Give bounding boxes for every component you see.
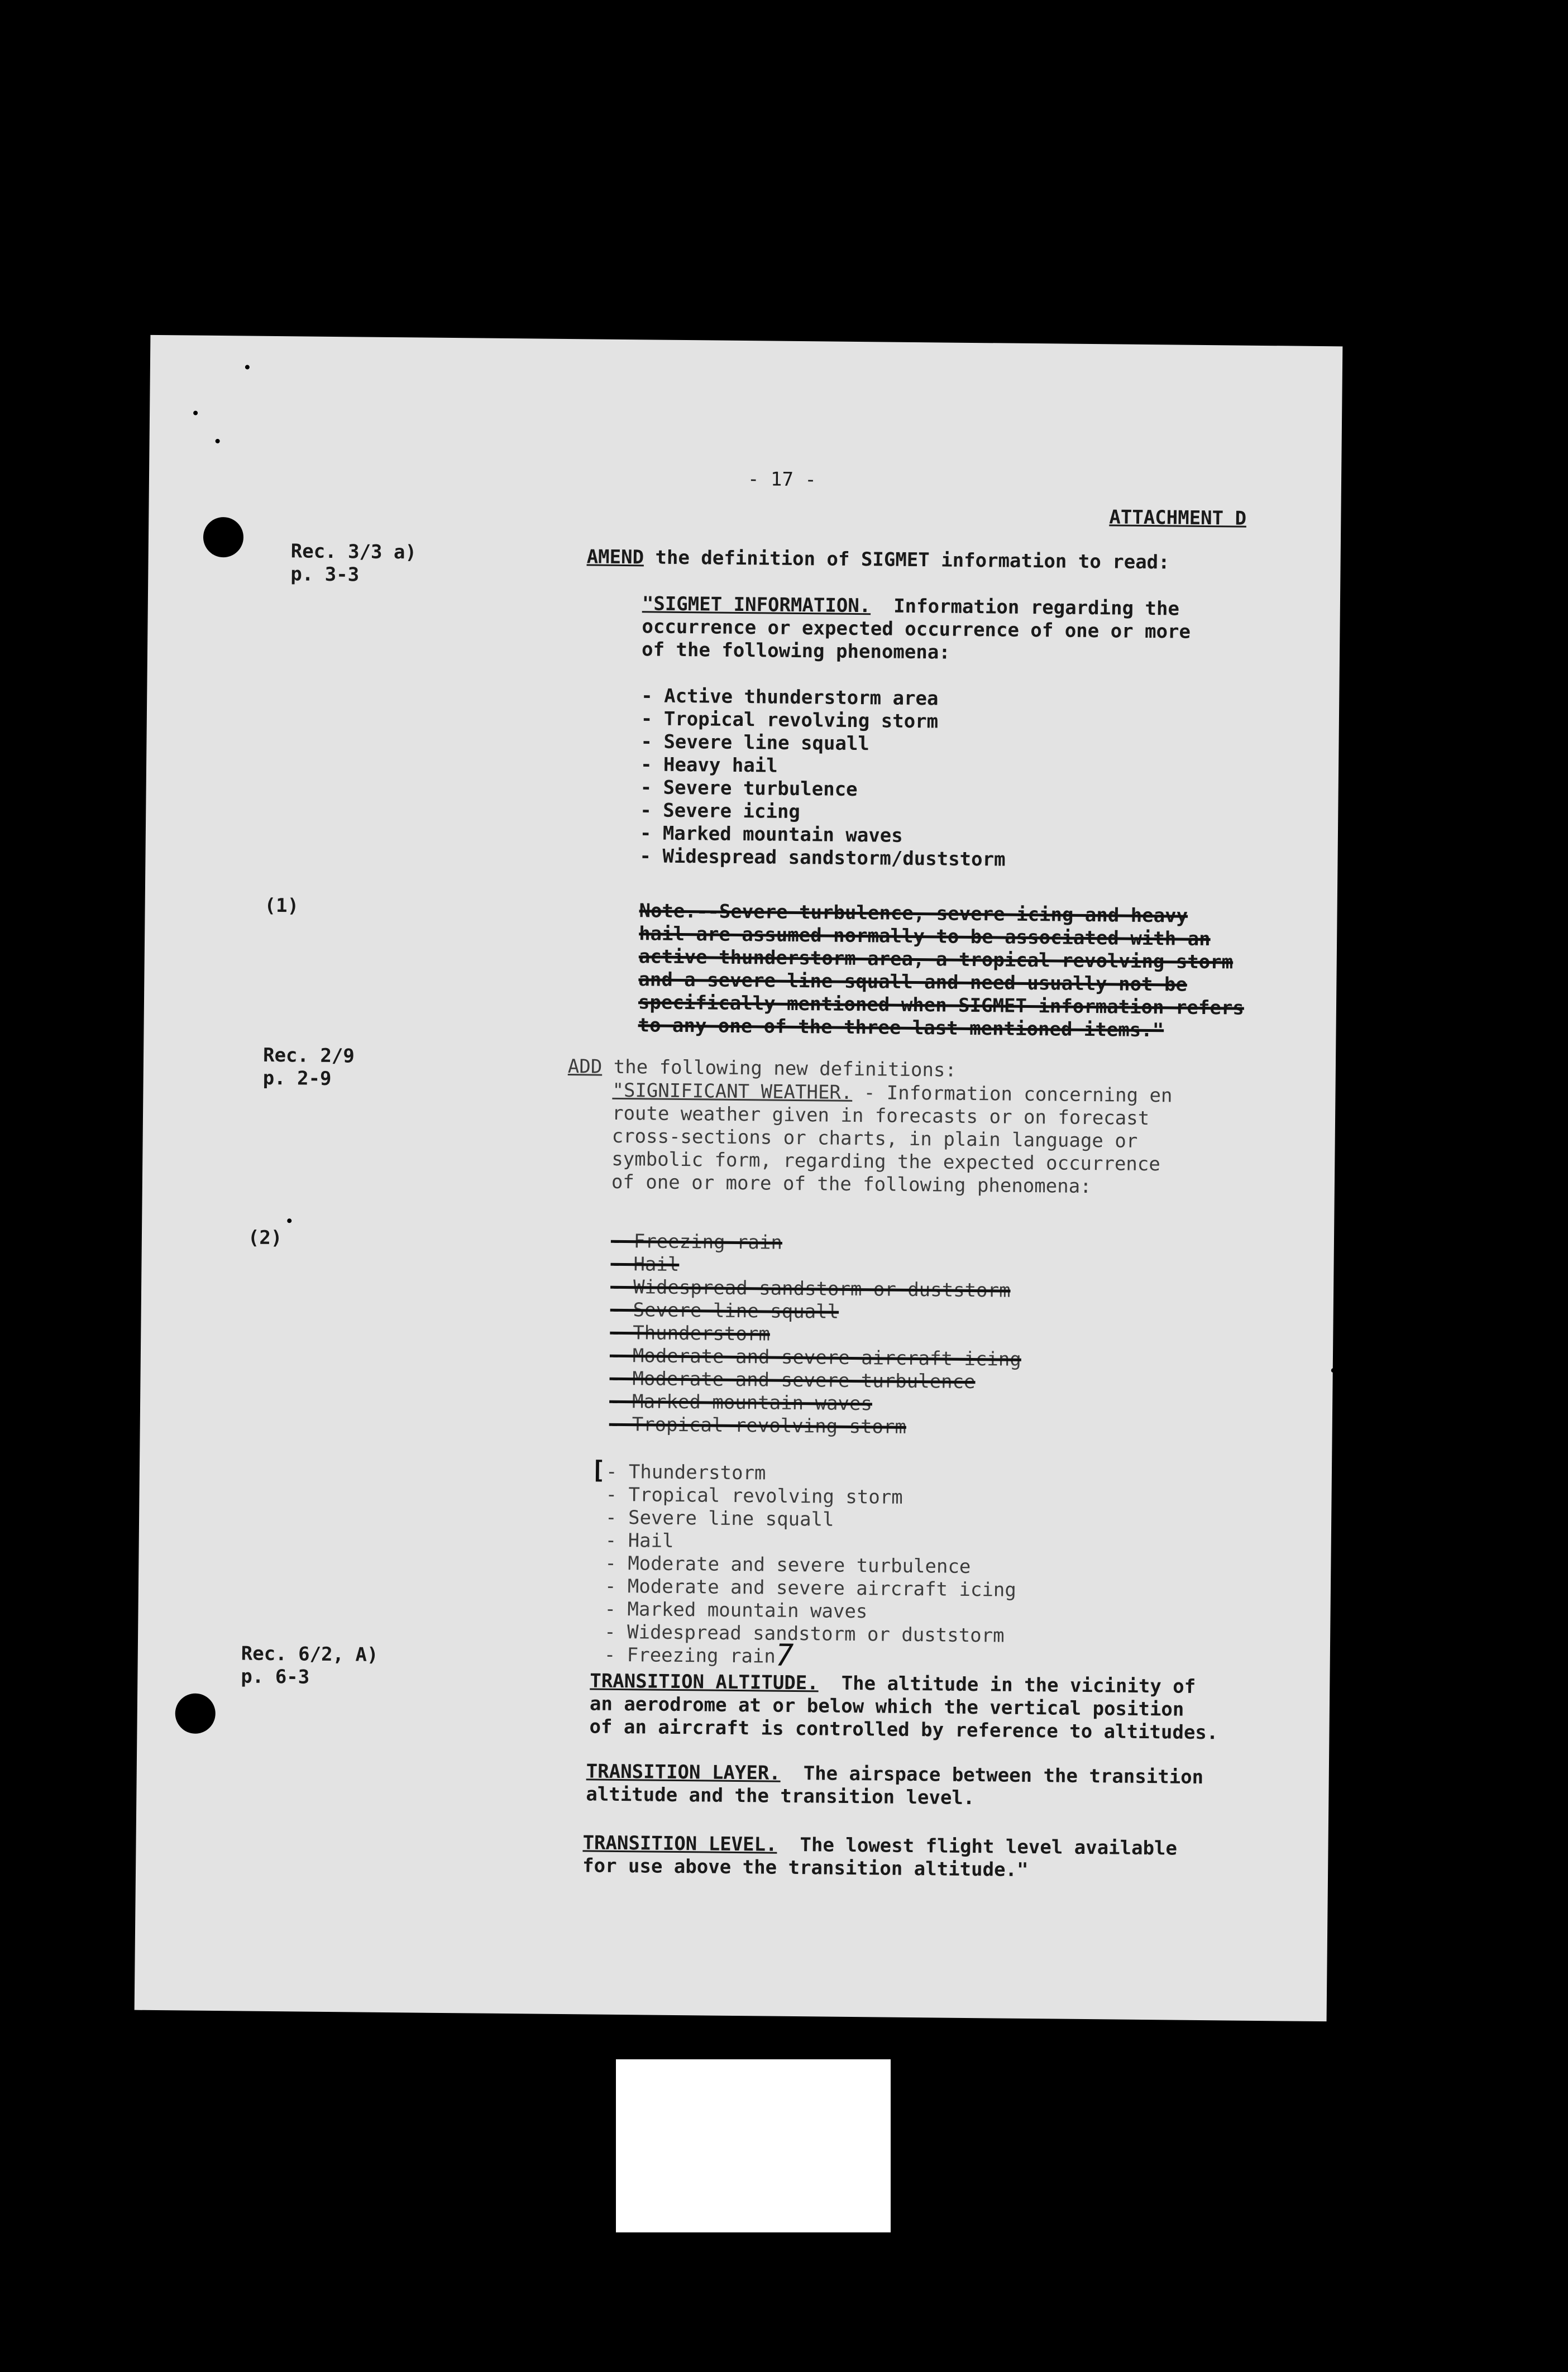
struck-item: - Freezing rain <box>610 1230 783 1254</box>
transition-altitude-text-2: an aerodrome at or below which the vertical position <box>589 1692 1184 1721</box>
sigmet-text-2: occurrence or expected occurrence of one or more <box>642 615 1191 643</box>
sigmet-item: - Active thunderstorm area <box>641 685 939 710</box>
transition-layer-text-1: The airspace between the transition <box>780 1762 1204 1789</box>
sigmet-item: - Marked mountain waves <box>639 822 903 847</box>
struck-note-line: and a severe line squall and need usually not be <box>638 968 1188 996</box>
open-bracket-mark: [ <box>590 1456 606 1485</box>
sigmet-item: - Heavy hail <box>640 753 778 777</box>
attachment-label: ATTACHMENT D <box>1109 506 1247 530</box>
struck-note-line: hail are assumed normally to be associated with an <box>639 922 1211 951</box>
sigmet-text-3: of the following phenomena: <box>641 638 950 664</box>
sigmet-item: - Severe line squall <box>640 730 870 755</box>
margin-rec-1-line1: Rec. 3/3 a) <box>290 540 417 564</box>
margin-rec-3-line2: p. 6-3 <box>241 1665 310 1689</box>
add-paragraph <box>568 1055 957 1082</box>
struck-note-line: specifically mentioned when SIGMET information refers <box>638 991 1245 1020</box>
speck <box>1331 1368 1336 1372</box>
speck <box>193 411 198 415</box>
margin-rec-2-line2: p. 2-9 <box>262 1067 332 1090</box>
sigwx-text-2: route weather given in forecasts or on forecast <box>611 1102 1150 1130</box>
sigmet-item: - Widespread sandstorm/duststorm <box>639 845 1006 871</box>
transition-level-text-2: for use above the transition altitude." <box>582 1854 1029 1882</box>
margin-note-2: (2) <box>247 1226 283 1250</box>
sigwx-text-3: cross-sections or charts, in plain language or <box>611 1125 1138 1152</box>
close-bracket-mark: 7 <box>775 1637 794 1673</box>
struck-item: - Thunderstorm <box>610 1321 771 1346</box>
struck-item: - Hail <box>610 1252 680 1276</box>
punch-hole-bottom <box>175 1693 216 1734</box>
transition-level-text-1: The lowest flight level available <box>777 1833 1178 1860</box>
new-item: - Hail <box>605 1529 674 1552</box>
document-page <box>135 335 1343 2021</box>
new-item: - Freezing rain <box>604 1643 776 1668</box>
margin-rec-1-line2: p. 3-3 <box>290 563 360 586</box>
amend-paragraph <box>586 546 1169 574</box>
transition-altitude-title: TRANSITION ALTITUDE. <box>590 1670 819 1695</box>
struck-note-line: Note.--Severe turbulence, severe icing and heavy <box>639 900 1188 927</box>
transition-layer-text-2: altitude and the transition level. <box>586 1783 975 1810</box>
new-item: - Moderate and severe aircraft icing <box>604 1575 1017 1601</box>
margin-note-1: (1) <box>264 894 299 917</box>
amend-keyword: AMEND <box>586 546 644 569</box>
struck-item: - Widespread sandstorm or duststorm <box>610 1275 1011 1302</box>
add-text: the following new definitions: <box>602 1055 957 1082</box>
speck <box>287 1218 291 1223</box>
transition-altitude-text-1: The altitude in the vicinity of <box>818 1672 1196 1698</box>
speck <box>245 365 250 369</box>
new-item: - Moderate and severe turbulence <box>605 1552 971 1579</box>
margin-rec-2-line1: Rec. 2/9 <box>262 1044 355 1068</box>
struck-item: - Marked mountain waves <box>609 1390 873 1415</box>
new-item: - Thunderstorm <box>605 1460 766 1485</box>
punch-hole-top <box>203 517 244 558</box>
sigmet-item: - Severe turbulence <box>640 776 858 801</box>
sigwx-text-1: - Information concerning en <box>852 1081 1173 1107</box>
new-item: - Tropical revolving storm <box>605 1483 903 1509</box>
new-item: - Widespread sandstorm or duststorm <box>604 1620 1005 1647</box>
struck-item: - Tropical revolving storm <box>609 1413 907 1438</box>
blank-scan-label <box>616 2059 891 2232</box>
transition-level-title: TRANSITION LEVEL. <box>582 1831 777 1856</box>
sigmet-title: "SIGMET INFORMATION. <box>642 592 871 618</box>
sigwx-text-5: of one or more of the following phenomena: <box>611 1170 1092 1198</box>
new-item: - Marked mountain waves <box>604 1598 868 1623</box>
add-keyword: ADD <box>567 1055 603 1078</box>
struck-note-line: active thunderstorm area, a tropical revolving storm <box>638 945 1234 974</box>
struck-item: - Moderate and severe turbulence <box>609 1367 976 1394</box>
struck-item: - Severe line squall <box>610 1298 839 1323</box>
page-number: - 17 - <box>747 468 817 491</box>
sigmet-item: - Tropical revolving storm <box>640 707 939 733</box>
transition-layer-title: TRANSITION LAYER. <box>586 1760 781 1785</box>
new-item: - Severe line squall <box>605 1506 834 1531</box>
margin-rec-3-line1: Rec. 6/2, A) <box>241 1642 379 1666</box>
sigmet-text-1: Information regarding the <box>871 595 1180 620</box>
struck-note-line: to any one of the three last mentioned items." <box>638 1014 1164 1042</box>
transition-altitude-text-3: of an aircraft is controlled by reference to altitudes. <box>589 1715 1218 1744</box>
amend-text: the definition of SIGMET information to read: <box>643 546 1170 574</box>
sigmet-item: - Severe icing <box>640 799 801 824</box>
struck-item: - Moderate and severe aircraft icing <box>609 1344 1022 1371</box>
speck <box>216 439 220 443</box>
sigwx-title: "SIGNIFICANT WEATHER. <box>612 1079 853 1104</box>
sigwx-text-4: symbolic form, regarding the expected occurrence <box>611 1147 1161 1176</box>
